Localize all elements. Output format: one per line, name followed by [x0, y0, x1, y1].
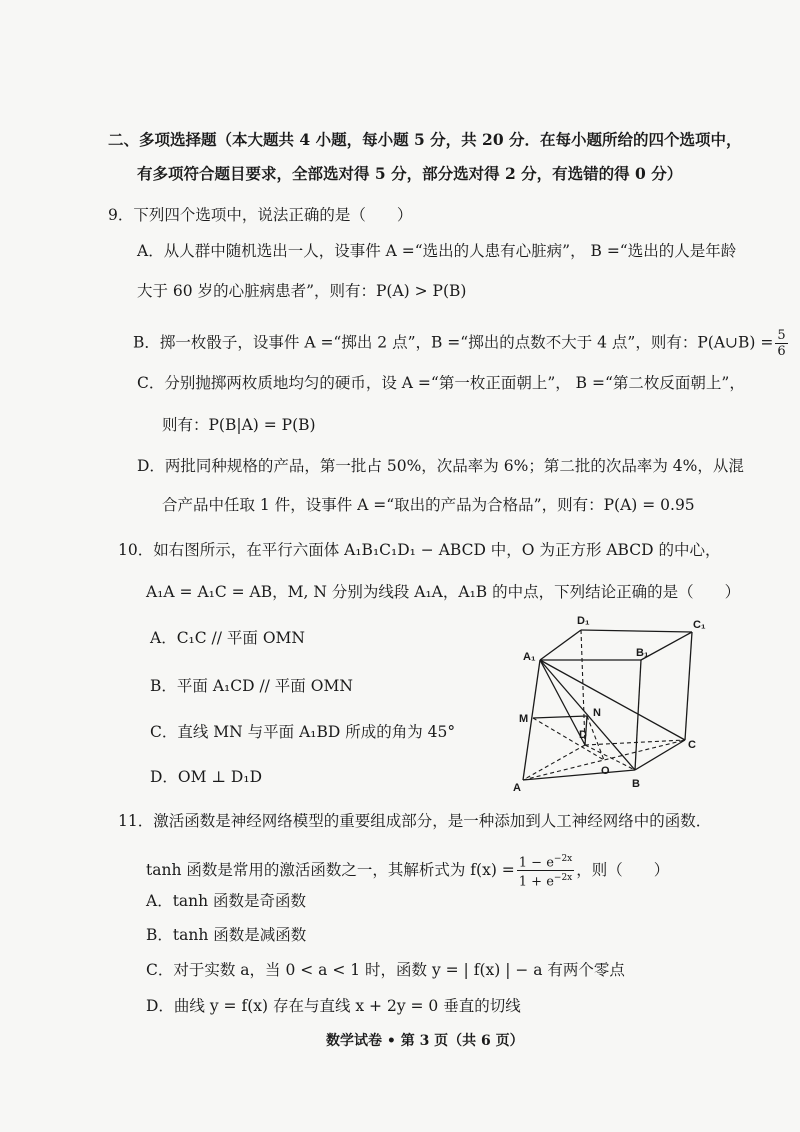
- diag-db: [585, 745, 635, 770]
- q9-option-b: [133, 328, 790, 359]
- q9-b-frac-den: 6: [777, 344, 786, 359]
- edge-bc: [635, 740, 685, 770]
- edge-dc: [585, 740, 685, 745]
- label-d: D: [579, 729, 587, 741]
- edge-c1c: [685, 632, 692, 740]
- label-a: A: [513, 782, 521, 794]
- q11-stem-post: ，则（ ）: [576, 860, 670, 879]
- seg-mo: [533, 718, 604, 760]
- section-title-line1: 二、多项选择题（本大题共 4 小题，每小题 5 分，共 20 分．在每小题所给的四个选项中，: [108, 130, 742, 149]
- q11-option-d: D．曲线 y = f(x) 存在与直线 x + 2y = 0 垂直的切线: [146, 997, 521, 1015]
- q11-stem-pre: tanh 函数是常用的激活函数之一，其解析式为 f(x) =: [146, 860, 515, 879]
- q9-option-d-line1: D．两批同种规格的产品，第一批占 50%，次品率为 6%；第二批的次品率为 4%，从混: [137, 457, 744, 475]
- page-footer: 数学试卷 • 第 3 页（共 6 页）: [326, 1033, 524, 1049]
- edge-d1d: [581, 630, 585, 745]
- label-d1: D₁: [577, 615, 590, 627]
- q9-option-a-line1: A．从人群中随机选出一人，设事件 A =“选出的人患有心脏病”， B =“选出的人是年龄: [137, 242, 737, 260]
- q11-frac-num-exp: −2x: [553, 854, 573, 864]
- q11-option-b: B．tanh 函数是减函数: [146, 926, 307, 944]
- q11-option-c: C．对于实数 a，当 0 < a < 1 时，函数 y = | f(x) | − a 有两个零点: [146, 961, 625, 979]
- q9-option-c-line1: C．分别抛掷两枚质地均匀的硬币，设 A =“第一枚正面朝上”， B =“第二枚反面朝上”，: [137, 374, 745, 392]
- q11-frac-num-base: 1 − e: [518, 855, 554, 871]
- label-b1: B₁: [636, 647, 649, 659]
- q10-option-a: A．C₁C // 平面 OMN: [150, 629, 305, 647]
- label-c1: C₁: [693, 619, 706, 631]
- edge-d1c1: [581, 630, 692, 632]
- q11-fraction: [517, 852, 574, 890]
- q9-stem: 9．下列四个选项中，说法正确的是（ ）: [108, 206, 413, 224]
- parallelepiped-figure: [505, 610, 710, 800]
- q9-option-b-text: B．掷一枚骰子，设事件 A =“掷出 2 点”，B =“掷出的点数不大于 4 点”，则有：P(A∪B) =: [133, 333, 774, 352]
- q11-frac-den: [517, 871, 574, 889]
- label-b: B: [632, 778, 640, 790]
- q10-stem-line1: 10．如右图所示，在平行六面体 A₁B₁C₁D₁ − ABCD 中，O 为正方形 ABCD 的中心，: [118, 541, 721, 559]
- q9-option-d-line2: 合产品中任取 1 件，设事件 A =“取出的产品为合格品”，则有：P(A) = 0.95: [162, 496, 695, 514]
- section-title-line2: 有多项符合题目要求，全部选对得 5 分，部分选对得 2 分，有选错的得 0 分）: [137, 164, 683, 183]
- q10-option-b: B．平面 A₁CD // 平面 OMN: [150, 677, 353, 695]
- q9-option-c-line2: 则有：P(B|A) = P(B): [162, 416, 316, 434]
- q9-option-a-line2: 大于 60 岁的心脏病患者”，则有：P(A) > P(B): [137, 282, 467, 300]
- q11-option-a: A．tanh 函数是奇函数: [146, 892, 307, 910]
- q11-stem-line2: [146, 852, 669, 890]
- q11-frac-den-base: 1 + e: [518, 874, 554, 890]
- q9-b-frac-num: 5: [777, 328, 786, 343]
- q10-stem-line2: A₁A = A₁C = AB，M, N 分别为线段 A₁A，A₁B 的中点，下列结论正确的是（ ）: [146, 583, 741, 601]
- seg-no: [587, 716, 604, 760]
- edge-ab: [523, 770, 635, 780]
- label-n: N: [593, 707, 601, 719]
- q11-frac-num: [517, 852, 574, 871]
- q10-option-d: D．OM ⊥ D₁D: [150, 768, 263, 786]
- q9-option-b-fraction: [775, 328, 787, 359]
- label-o: O: [601, 765, 610, 777]
- q11-frac-den-exp: −2x: [553, 873, 573, 884]
- q10-option-c: C．直线 MN 与平面 A₁BD 所成的角为 45°: [150, 723, 456, 741]
- edge-b1c1: [641, 632, 692, 660]
- seg-mn: [533, 716, 587, 718]
- seg-a1b: [540, 660, 635, 770]
- label-m: M: [519, 713, 529, 725]
- label-a1: A₁: [523, 651, 536, 663]
- q11-stem-line1: 11．激活函数是神经网络模型的重要组成部分，是一种添加到人工神经网络中的函数．: [118, 812, 712, 830]
- label-c: C: [688, 739, 696, 751]
- edge-d1a1: [540, 630, 581, 660]
